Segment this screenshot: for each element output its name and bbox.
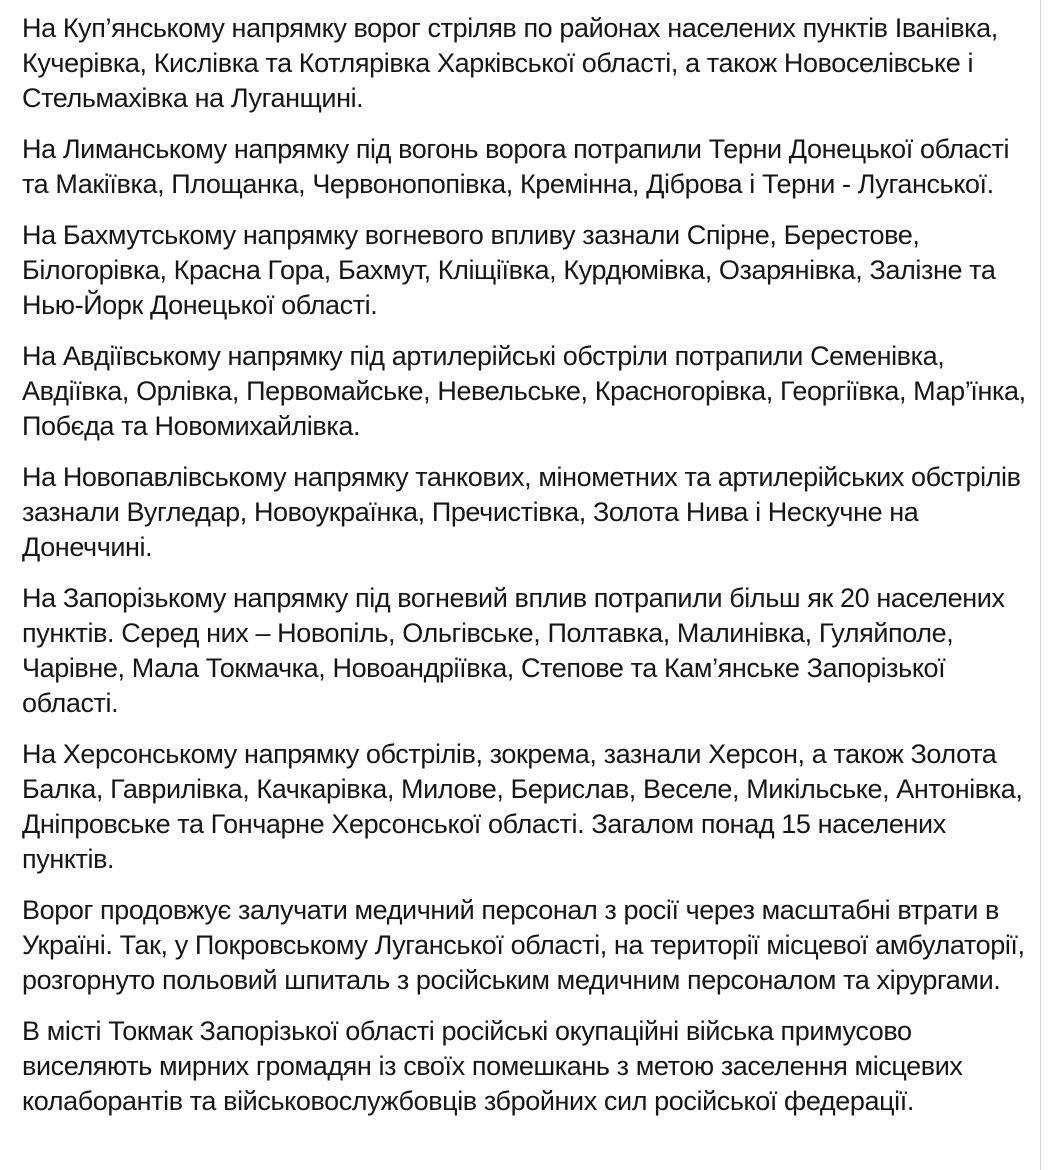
report-paragraph: На Авдіївському напрямку під артилерійські обстріли потрапили Семенівка, Авдіївка, Орлівка, Первомайське, Невельське, Красногорівка, Георгіївка, Мар’їнка, Побєда та Новомихайлівка. <box>22 341 1026 441</box>
report-paragraph: На Куп’янському напрямку ворог стріляв по районах населених пунктів Іванівка, Кучерівка, Кислівка та Котлярівка Харківської області, а також Новоселівське і Стельмахівка на Луганщині. <box>22 13 998 113</box>
content-right-border <box>1040 0 1041 1170</box>
report-paragraph: На Запорізькому напрямку під вогневий вплив потрапили більш як 20 населених пунктів. Серед них – Новопіль, Ольгівське, Полтавка, Малинівка, Гуляйполе, Чарівне, Мала Токмачка, Новоандріївка, Степове та Кам’янське Запорізької області. <box>22 583 1005 718</box>
report-paragraph: На Херсонському напрямку обстрілів, зокрема, зазнали Херсон, а також Золота Балка, Гаврилівка, Качкарівка, Милове, Берислав, Веселе, Микільське, Антонівка, Дніпровське та Гончарне Херсонської області. Загалом понад 15 населених пунктів. <box>22 739 1023 874</box>
report-paragraph: На Бахмутському напрямку вогневого впливу зазнали Спірне, Берестове, Білогорівка, Красна Гора, Бахмут, Кліщіївка, Курдюмівка, Озарянівка, Залізне та Нью-Йорк Донецької області. <box>22 220 996 320</box>
report-paragraph: Ворог продовжує залучати медичний персонал з росії через масштабні втрати в Україні. Так, у Покровському Луганської області, на території місцевої амбулаторії, розгорнуто польовий шпиталь з російським медичним персоналом та хірургами. <box>22 895 1025 995</box>
report-paragraph: На Новопавлівському напрямку танкових, мінометних та артилерійських обстрілів зазнали Вугледар, Новоукраїнка, Пречистівка, Золота Нива і Нескучне на Донеччині. <box>22 462 1021 562</box>
report-paragraph: На Лиманському напрямку під вогонь ворога потрапили Терни Донецької області та Макіївка, Площанка, Червонопопівка, Кремінна, Діброва і Терни - Луганської. <box>22 134 1010 199</box>
report-paragraph: В місті Токмак Запорізької області російські окупаційні війська примусово виселяють мирних громадян із своїх помешкань з метою заселення місцевих колаборантів та військовослужбовців збройних сил російської федерації. <box>22 1016 963 1116</box>
